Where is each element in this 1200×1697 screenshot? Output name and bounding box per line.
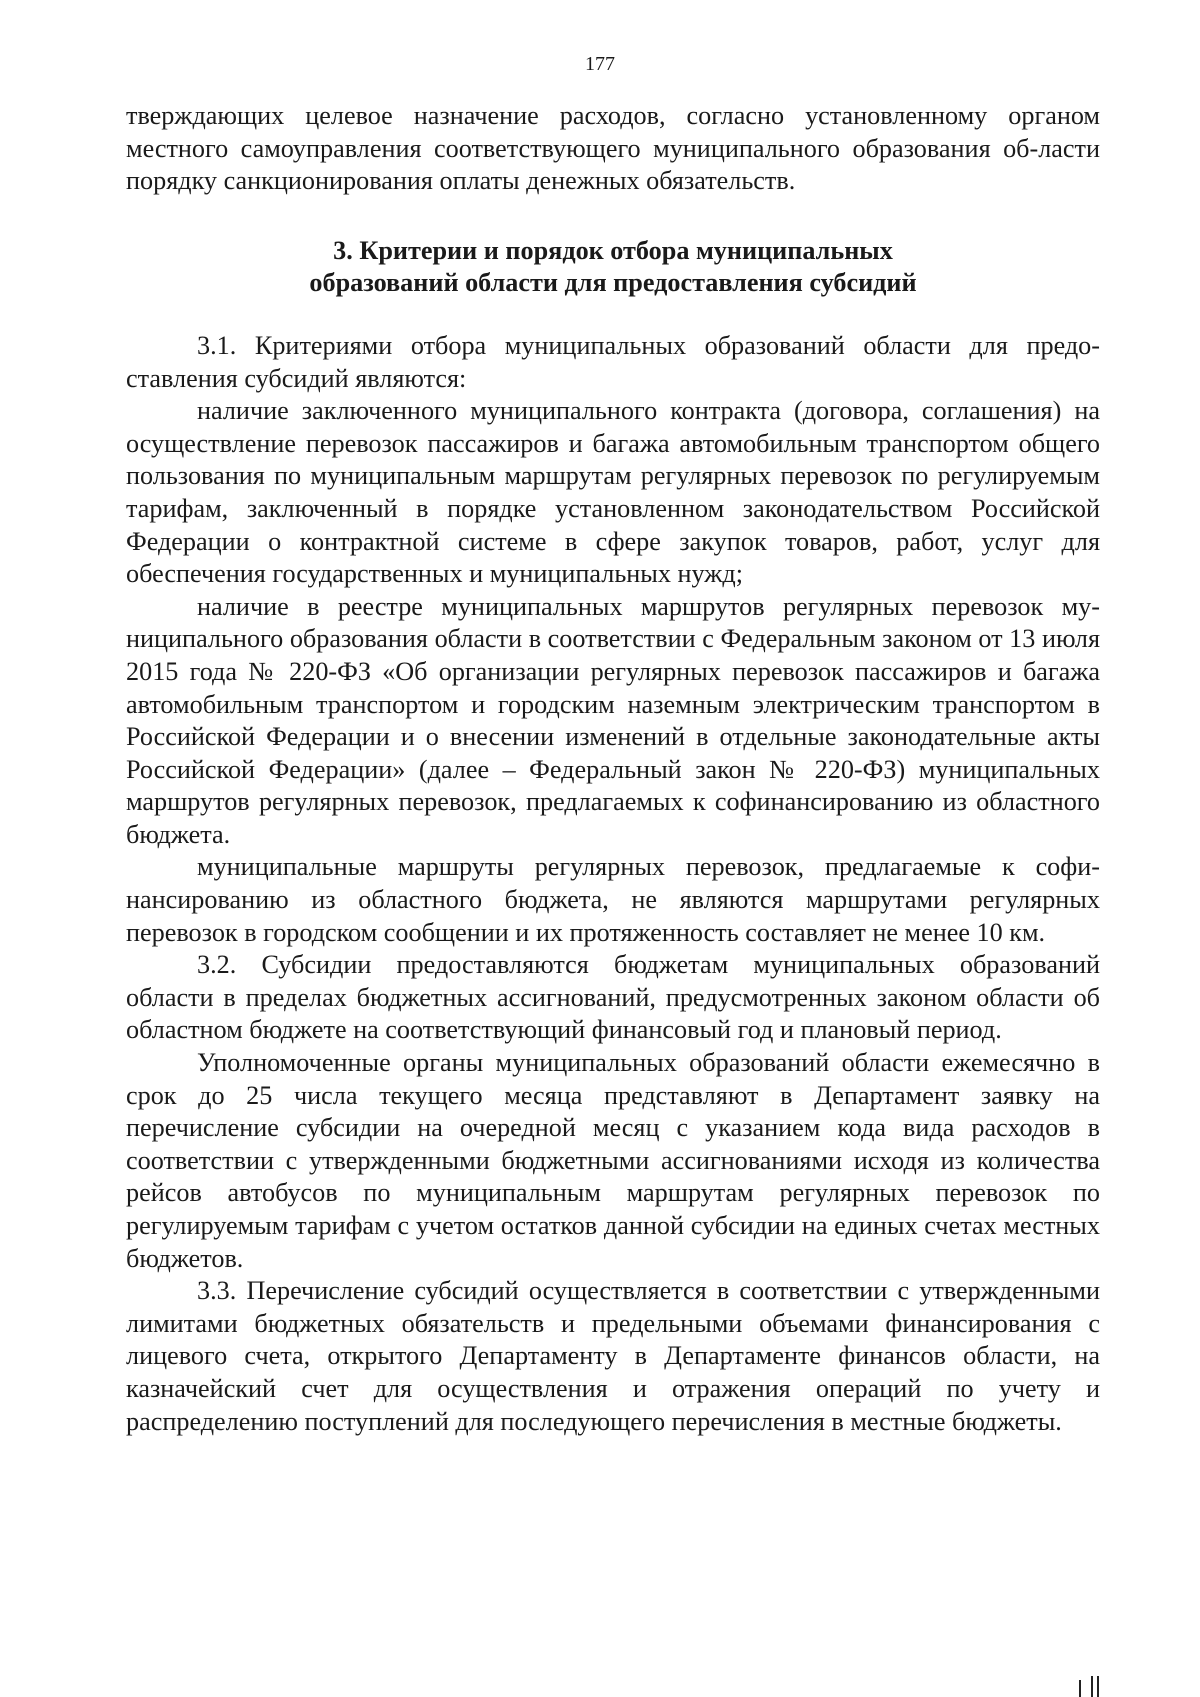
scan-artifact bbox=[1079, 1680, 1081, 1697]
scan-artifact bbox=[1097, 1676, 1099, 1697]
section-heading bbox=[126, 235, 1100, 300]
section-heading-line-1: 3. Критерии и порядок отбора муниципальных bbox=[333, 235, 893, 265]
paragraph-criterion-registry: наличие в реестре муниципальных маршрутов регулярных перевозок муниципального образования области в соответствии с Федеральным законом от 13 июля 2015 года № 220-ФЗ «Об организации регулярных перевозок пассажиров и багажа автомобильным транспортом и городским наземным электрическим транспортом в Российской Федерации и о внесении изменений в отдельные законодательные акты Российской Федерации» (далее – Федеральный закон № 220-ФЗ) муниципальных маршрутов регулярных перевозок, предлагаемых к софинансированию из областного бюджета. bbox=[126, 591, 1100, 849]
page-number: 177 bbox=[585, 53, 615, 75]
scan-artifact bbox=[1091, 1676, 1093, 1697]
paragraph-intro-continuation: тверждающих целевое назначение расходов, согласно установленному органом местного самоуправления соответствующего муниципального образования об-ласти порядку санкционирования оплаты денежных обязательств. bbox=[126, 101, 1100, 196]
paragraph-3-1: 3.1. Критериями отбора муниципальных образований области для предоставления субсидий являются: bbox=[126, 330, 1100, 393]
paragraph-3-3: 3.3. Перечисление субсидий осуществляется в соответствии с утвержденными лимитами бюджетных обязательств и предельными объемами финансирования с лицевого счета, открытого Департаменту в Департаменте финансов области, на казначейский счет для осуществления и отражения операций по учету и распределению поступлений для последующего перечисления в местные бюджеты. bbox=[126, 1276, 1100, 1436]
paragraph-3-2-applications: Уполномоченные органы муниципальных образований области ежемесячно в срок до 25 числа текущего месяца представляют в Департамент заявку на перечисление субсидии на очередной месяц с указанием кода вида расходов в соответствии с утвержденными бюджетными ассигнованиями исходя из количества рейсов автобусов по муниципальным маршрутам регулярных перевозок по регулируемым тарифам с учетом остатков данной субсидии на единых счетах местных бюджетов. bbox=[126, 1048, 1100, 1273]
paragraph-criterion-contract: наличие заключенного муниципального контракта (договора, соглашения) на осуществление перевозок пассажиров и багажа автомобильным транспортом общего пользования по муниципальным маршрутам регулярных перевозок по регулируемым тарифам, заключенный в порядке установленном законодательством Российской Федерации о контрактной системе в сфере закупок товаров, работ, услуг для обеспечения государственных и муниципальных нужд; bbox=[126, 396, 1100, 589]
section-heading-line-2: образований области для предоставления субсидий bbox=[309, 268, 917, 298]
paragraph-3-2: 3.2. Субсидии предоставляются бюджетам муниципальных образований области в пределах бюджетных ассигнований, предусмотренных законом области об областном бюджете на соответствующий финансовый год и плановый период. bbox=[126, 950, 1100, 1045]
document-body bbox=[126, 100, 1100, 1438]
paragraph-criterion-routes: муниципальные маршруты регулярных перевозок, предлагаемые к софинансированию из областного бюджета, не являются маршрутами регулярных перевозок в городском сообщении и их протяженность составляет не менее 10 км. bbox=[126, 852, 1100, 947]
